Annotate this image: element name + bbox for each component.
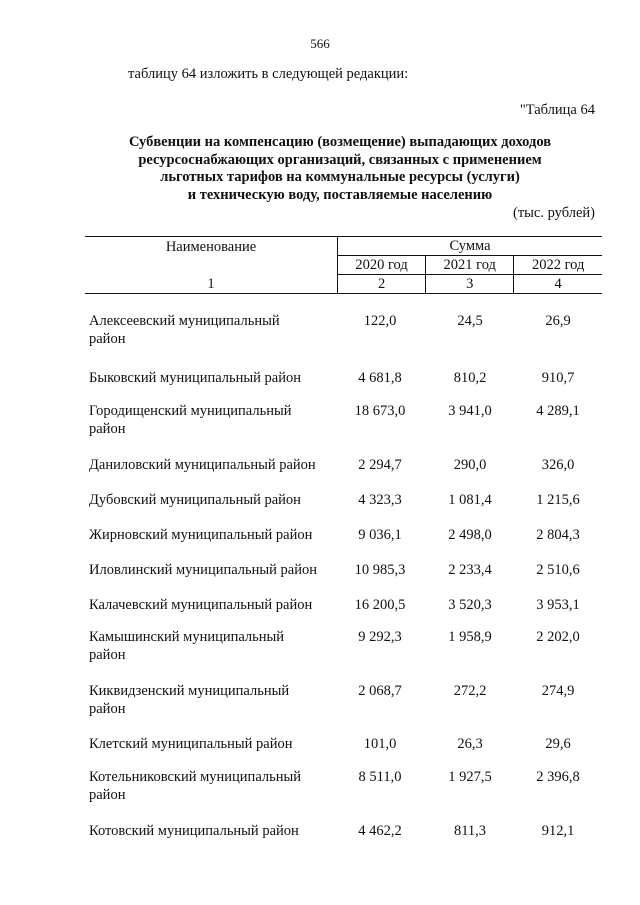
value-2022: 4 289,1: [536, 403, 580, 419]
value-2022: 26,9: [545, 313, 571, 329]
table-row: [85, 369, 602, 387]
header-year-2021: 2021 год: [426, 256, 514, 275]
value-2020: 18 673,0: [354, 403, 406, 419]
district-name-line: Иловлинский муниципальный район: [89, 562, 317, 578]
value-2022: 1 215,6: [536, 492, 580, 508]
table-row: [85, 312, 602, 348]
value-2022: 3 953,1: [536, 597, 580, 613]
district-name-line: Жирновский муниципальный район: [89, 527, 313, 543]
column-number-3: 3: [426, 275, 514, 294]
header-year-2022: 2022 год: [514, 256, 602, 275]
value-2021: 272,2: [453, 683, 487, 699]
value-2021: 26,3: [457, 736, 483, 752]
district-name-line: Быковский муниципальный район: [89, 370, 301, 386]
table-row: [85, 456, 602, 474]
district-name-line: Даниловский муниципальный район: [89, 457, 316, 473]
value-2022: 2 510,6: [536, 562, 580, 578]
table-row: [85, 682, 602, 718]
value-2021: 1 927,5: [448, 769, 492, 785]
district-name: [85, 402, 334, 438]
value-2022: 912,1: [541, 823, 575, 839]
value-2021: 3 520,3: [448, 597, 492, 613]
heading-line: и техническую воду, поставляемые населению: [187, 186, 493, 203]
value-2021: 810,2: [453, 370, 487, 386]
value-2020: 4 462,2: [358, 823, 402, 839]
district-name: [85, 561, 334, 579]
table-row: [85, 735, 602, 753]
value-2022: 2 202,0: [536, 629, 580, 645]
district-name: [85, 526, 334, 544]
district-name: [85, 768, 334, 804]
heading-line: ресурсоснабжающих организаций, связанных с применением: [138, 151, 542, 168]
header-sum: Сумма: [337, 237, 602, 256]
header-year-2020: 2020 год: [337, 256, 425, 275]
column-number-1: 1: [85, 275, 337, 294]
value-2022: 2 804,3: [536, 527, 580, 543]
value-2020: 101,0: [363, 736, 397, 752]
value-2020: 9 036,1: [358, 527, 402, 543]
district-name: [85, 682, 334, 718]
value-2020: 4 681,8: [358, 370, 402, 386]
table-row: [85, 526, 602, 544]
page-number: 566: [310, 36, 330, 51]
district-name-line: Калачевский муниципальный район: [89, 597, 313, 613]
table-row: [85, 596, 602, 614]
district-name-line: Клетский муниципальный район: [89, 736, 293, 752]
district-name: [85, 735, 334, 753]
value-2022: 2 396,8: [536, 769, 580, 785]
value-2021: 290,0: [453, 457, 487, 473]
value-2022: 326,0: [541, 457, 575, 473]
value-2020: 8 511,0: [358, 769, 402, 785]
district-name-line: район: [89, 331, 126, 347]
value-2021: 1 958,9: [448, 629, 492, 645]
district-name: [85, 312, 334, 348]
district-name-line: Дубовский муниципальный район: [89, 492, 301, 508]
column-number-4: 4: [514, 275, 602, 294]
subsidy-table-header: [85, 236, 602, 294]
value-2022: 29,6: [545, 736, 571, 752]
value-2021: 1 081,4: [448, 492, 492, 508]
district-name: [85, 596, 334, 614]
table-row: [85, 628, 602, 664]
value-2021: 3 941,0: [448, 403, 492, 419]
value-2021: 24,5: [457, 313, 483, 329]
value-2020: 9 292,3: [358, 629, 402, 645]
header-name: Наименование: [85, 237, 337, 275]
value-2022: 910,7: [541, 370, 575, 386]
table-row: [85, 491, 602, 509]
value-2020: 4 323,3: [358, 492, 402, 508]
heading-line: льготных тарифов на коммунальные ресурсы (услуги): [160, 169, 520, 185]
district-name-line: район: [89, 421, 126, 437]
district-name-line: Камышинский муниципальный: [89, 629, 285, 645]
value-2021: 811,3: [453, 823, 487, 839]
intro-text: таблицу 64 изложить в следующей редакции:: [128, 66, 409, 82]
value-2022: 274,9: [541, 683, 575, 699]
table-row: [85, 561, 602, 579]
table-reference: "Таблица 64: [519, 102, 595, 118]
table-row: [85, 402, 602, 438]
district-name: [85, 628, 334, 664]
value-2020: 16 200,5: [354, 597, 406, 613]
value-2021: 2 233,4: [448, 562, 492, 578]
district-name-line: район: [89, 701, 126, 717]
table-row: [85, 822, 602, 840]
table-row: [85, 768, 602, 804]
district-name-line: Котельниковский муниципальный: [89, 769, 301, 785]
table-heading: [85, 134, 595, 204]
units-label: (тыс. рублей): [513, 205, 595, 221]
value-2020: 2 294,7: [358, 457, 402, 473]
heading-line: Субвенции на компенсацию (возмещение) выпадающих доходов: [128, 134, 552, 150]
value-2021: 2 498,0: [448, 527, 492, 543]
value-2020: 10 985,3: [354, 562, 406, 578]
district-name-line: Городищенский муниципальный: [89, 403, 292, 419]
district-name-line: район: [89, 647, 126, 663]
district-name: [85, 456, 334, 474]
district-name-line: Котовский муниципальный район: [89, 823, 299, 839]
district-name-line: район: [89, 787, 126, 803]
district-name: [85, 369, 334, 387]
district-name: [85, 822, 334, 840]
value-2020: 122,0: [363, 313, 397, 329]
district-name: [85, 491, 334, 509]
district-name-line: Киквидзенский муниципальный: [89, 683, 290, 699]
value-2020: 2 068,7: [358, 683, 402, 699]
column-number-2: 2: [337, 275, 425, 294]
district-name-line: Алексеевский муниципальный: [89, 313, 280, 329]
